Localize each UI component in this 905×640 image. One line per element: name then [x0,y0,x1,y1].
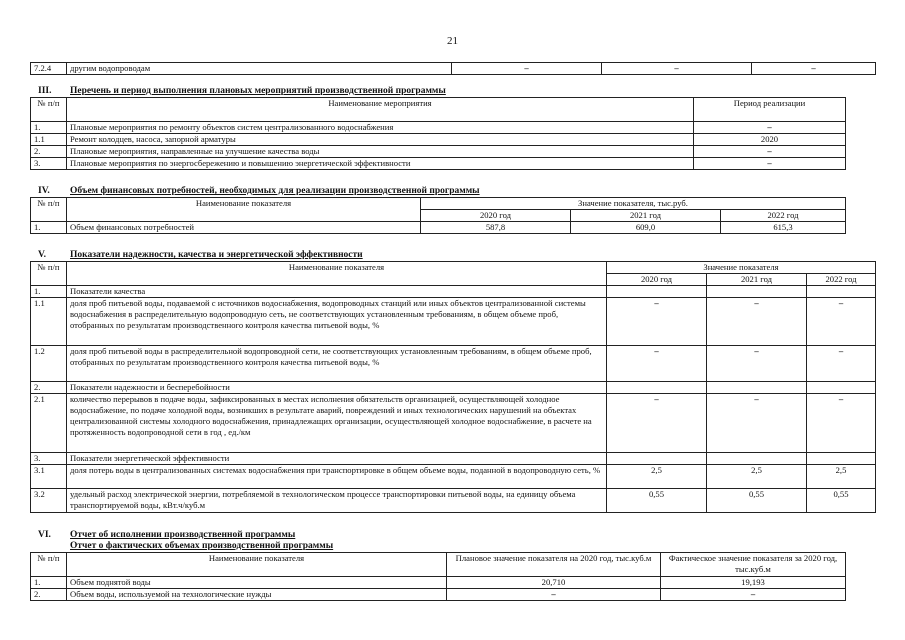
row-value-2020: 2,5 [607,465,707,489]
row-value-2020: – [607,298,707,346]
row-num: 1.2 [31,346,67,382]
row-num: 1. [31,222,67,234]
row-value-2020: 0,55 [607,489,707,513]
row-name: удельный расход электрической энергии, потребляемой в технологическом процессе транспортировки питьевой воды, на единицу объема транспортируемой воды, кВт.ч/куб.м [67,489,607,513]
group-num: 2. [31,382,67,394]
header-year-2020: 2020 год [421,210,571,222]
row-num: 1. [31,122,67,134]
header-num: № п/п [31,98,67,122]
row-value-2022: 0,55 [807,489,876,513]
section-5-table [30,261,876,513]
row-value-2022: 615,3 [721,222,846,234]
group-num: 1. [31,286,67,298]
header-num: № п/п [31,553,67,577]
section-6-title: VI. Отчет об исполнении производственной программы [38,530,296,540]
row-value-2020: – [607,346,707,382]
row-num: 3.1 [31,465,67,489]
row-name: другим водопроводам [67,63,452,75]
row-name: Плановые мероприятия по ремонту объектов систем централизованного водоснабжения [67,122,694,134]
row-period: – [694,122,846,134]
row-name: Плановые мероприятия по энергосбережению и повышению энергетической эффективности [67,158,694,170]
row-value-2: – [602,63,752,75]
group-num: 3. [31,453,67,465]
row-name: Объем воды, используемой на технологические нужды [67,589,447,601]
header-year-2021: 2021 год [571,210,721,222]
row-value-2022: – [807,394,876,453]
row-name: Объем поднятой воды [67,577,447,589]
row-name: Объем финансовых потребностей [67,222,421,234]
row-num: 3. [31,158,67,170]
header-name: Наименование мероприятия [67,98,694,122]
header-value: Значение показателя [607,262,876,274]
row-value-3: – [752,63,876,75]
row-value-2020: – [607,394,707,453]
row-num: 1. [31,577,67,589]
top-row-table [30,62,876,75]
row-value-2020: 587,8 [421,222,571,234]
section-4-title: IV. Объем финансовых потребностей, необходимых для реализации производственной программы [38,186,480,196]
page-number: 21 [447,35,458,47]
header-plan: Плановое значение показателя на 2020 год, тыс.куб.м [447,553,661,577]
row-name: доля проб питьевой воды в распределительной водопроводной сети, не соответствующих установленным требованиям, в общем объеме проб, отобранных по результатам производственного контроля качества питьевой воды, % [67,346,607,382]
row-fact: – [661,589,846,601]
section-3-title: III. Перечень и период выполнения плановых мероприятий производственной программы [38,86,446,96]
header-fact: Фактическое значение показателя за 2020 год, тыс.куб.м [661,553,846,577]
row-name: Ремонт колодцев, насоса, запорной арматуры [67,134,694,146]
row-num: 1.1 [31,298,67,346]
header-name: Наименование показателя [67,262,607,286]
row-fact: 19,193 [661,577,846,589]
row-num: 2.1 [31,394,67,453]
header-period: Период реализации [694,98,846,122]
row-value-2021: 609,0 [571,222,721,234]
header-value: Значение показателя, тыс.руб. [421,198,846,210]
row-plan: 20,710 [447,577,661,589]
group-name: Показатели качества [67,286,607,298]
header-year-2022: 2022 год [721,210,846,222]
row-name: количество перерывов в подаче воды, зафиксированных в местах исполнения обязательств организацией, осуществляющей холодное водоснабжение, по подаче холодной воды, возникших в результате аварий, повреждений и иных технологических нарушений на объектах централизованной системы холодного водоснабжения, принадлежащих организации, осуществляющей холодное водоснабжение, в расчете на протяженность водопроводной сети в год , ед./км [67,394,607,453]
row-value-2022: – [807,298,876,346]
row-num: 3.2 [31,489,67,513]
row-value-2021: – [707,394,807,453]
row-name: Плановые мероприятия, направленные на улучшение качества воды [67,146,694,158]
row-period: – [694,146,846,158]
row-num: 7.2.4 [31,63,67,75]
row-value-2021: 2,5 [707,465,807,489]
header-num: № п/п [31,262,67,286]
section-3-table [30,97,846,170]
row-value-2022: – [807,346,876,382]
section-4-table [30,197,846,234]
header-name: Наименование показателя [67,553,447,577]
header-year-2020: 2020 год [607,274,707,286]
row-period: 2020 [694,134,846,146]
row-value-2021: – [707,346,807,382]
row-value-2022: 2,5 [807,465,876,489]
row-period: – [694,158,846,170]
section-5-title: V. Показатели надежности, качества и энергетической эффективности [38,250,363,260]
header-year-2022: 2022 год [807,274,876,286]
section-6-table [30,552,846,601]
header-year-2021: 2021 год [707,274,807,286]
group-name: Показатели энергетической эффективности [67,453,607,465]
row-name: доля потерь воды в централизованных системах водоснабжения при транспортировке в общем объеме воды, поданной в водопроводную сеть, % [67,465,607,489]
header-name: Наименование показателя [67,198,421,222]
row-plan: – [447,589,661,601]
row-value-2021: – [707,298,807,346]
row-name: доля проб питьевой воды, подаваемой с источников водоснабжения, водопроводных станций или иных объектов централизованной системы водоснабжения в распределительную водопроводную сеть, не соответствующих установленным требованиям, в общем объеме проб, отобранных по результатам производственного контроля качества питьевой воды, % [67,298,607,346]
row-value-1: – [452,63,602,75]
row-num: 2. [31,146,67,158]
section-6-subtitle: Отчет о фактических объемах производственной программы [70,541,334,551]
group-name: Показатели надежности и бесперебойности [67,382,607,394]
row-num: 1.1 [31,134,67,146]
header-num: № п/п [31,198,67,222]
row-value-2021: 0,55 [707,489,807,513]
row-num: 2. [31,589,67,601]
